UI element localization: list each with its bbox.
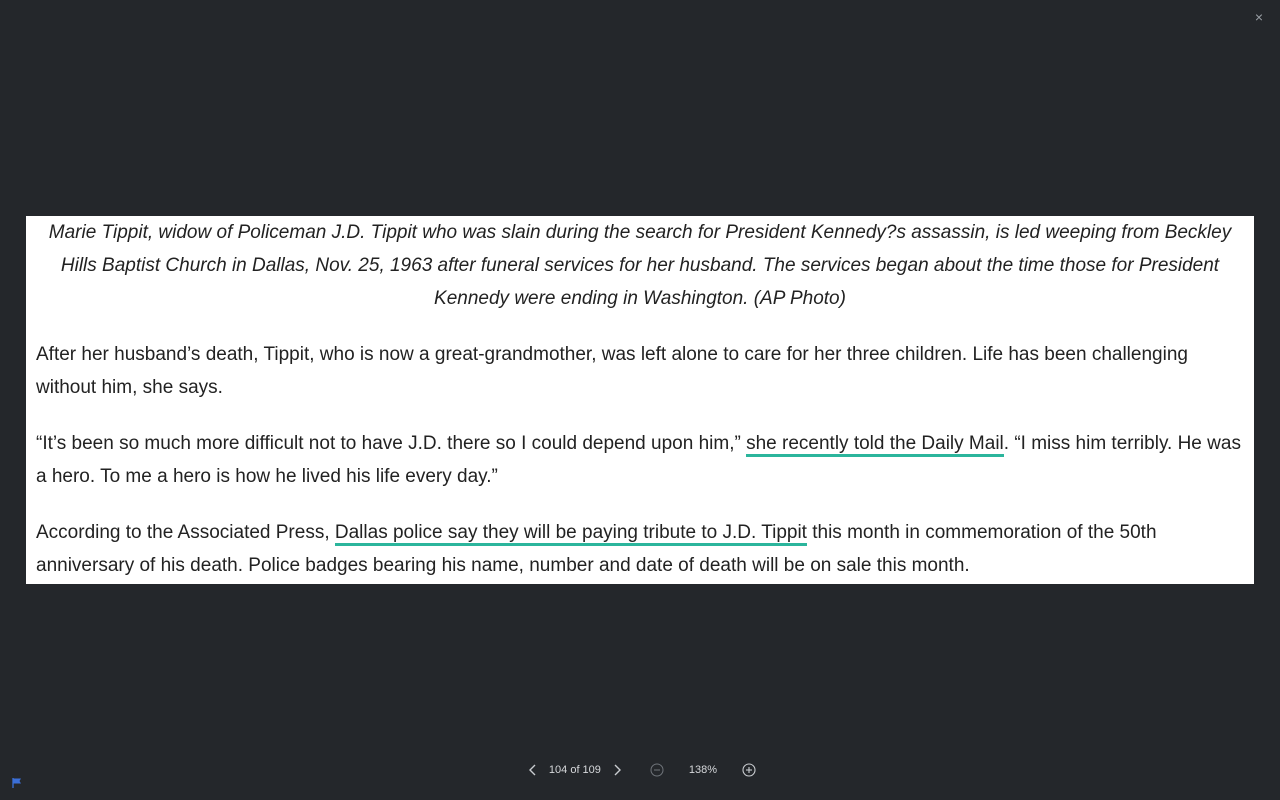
previous-page-button[interactable] [523, 760, 543, 780]
document-page [26, 216, 1254, 584]
zoom-out-icon [650, 763, 664, 777]
zoom-out-button[interactable] [649, 762, 665, 778]
flag-icon [10, 776, 24, 790]
chevron-right-icon [610, 763, 624, 777]
dallas-police-tribute-link[interactable]: Dallas police say they will be paying tribute to J.D. Tippit [335, 522, 807, 546]
paragraph-3-text-end: this month in commemoration of the 50th anniversary of his death. Police badges bearing his name, number and date of death will be on sale this month. [36, 522, 1157, 576]
photo-caption: Marie Tippit, widow of Policeman J.D. Tippit who was slain during the search for President Kennedy?s assassin, is led weeping from Beckley Hills Baptist Church in Dallas, Nov. 25, 1963 after funeral services for her husband. The services began about the time those for President Kennedy were ending in Washington. (AP Photo) [48, 222, 1232, 309]
viewer-toolbar [0, 758, 1280, 782]
paragraph-3 [36, 516, 1244, 582]
zoom-in-icon [742, 763, 756, 777]
chevron-left-icon [526, 763, 540, 777]
paragraph-2-text-end: . “I miss him terribly. He was a hero. To me a hero is how he lived his life every day.” [36, 433, 1241, 487]
paragraph-2 [36, 427, 1244, 493]
zoom-in-button[interactable] [741, 762, 757, 778]
report-button[interactable] [10, 776, 24, 790]
zoom-level: 138% [688, 764, 718, 776]
paragraph-2-text-start: “It’s been so much more difficult not to have J.D. there so I could depend upon him,” [36, 433, 747, 454]
close-icon: × [1254, 9, 1264, 25]
page-indicator: 104 of 109 [548, 764, 601, 776]
daily-mail-link[interactable]: she recently told the Daily Mail [746, 433, 1004, 457]
paragraph-1: After her husband’s death, Tippit, who is now a great-grandmother, was left alone to care for her three children. Life has been challenging without him, she says. [36, 344, 1188, 398]
next-page-button[interactable] [607, 760, 627, 780]
close-button[interactable] [1250, 8, 1268, 26]
paragraph-3-text-start: According to the Associated Press, [36, 522, 335, 543]
